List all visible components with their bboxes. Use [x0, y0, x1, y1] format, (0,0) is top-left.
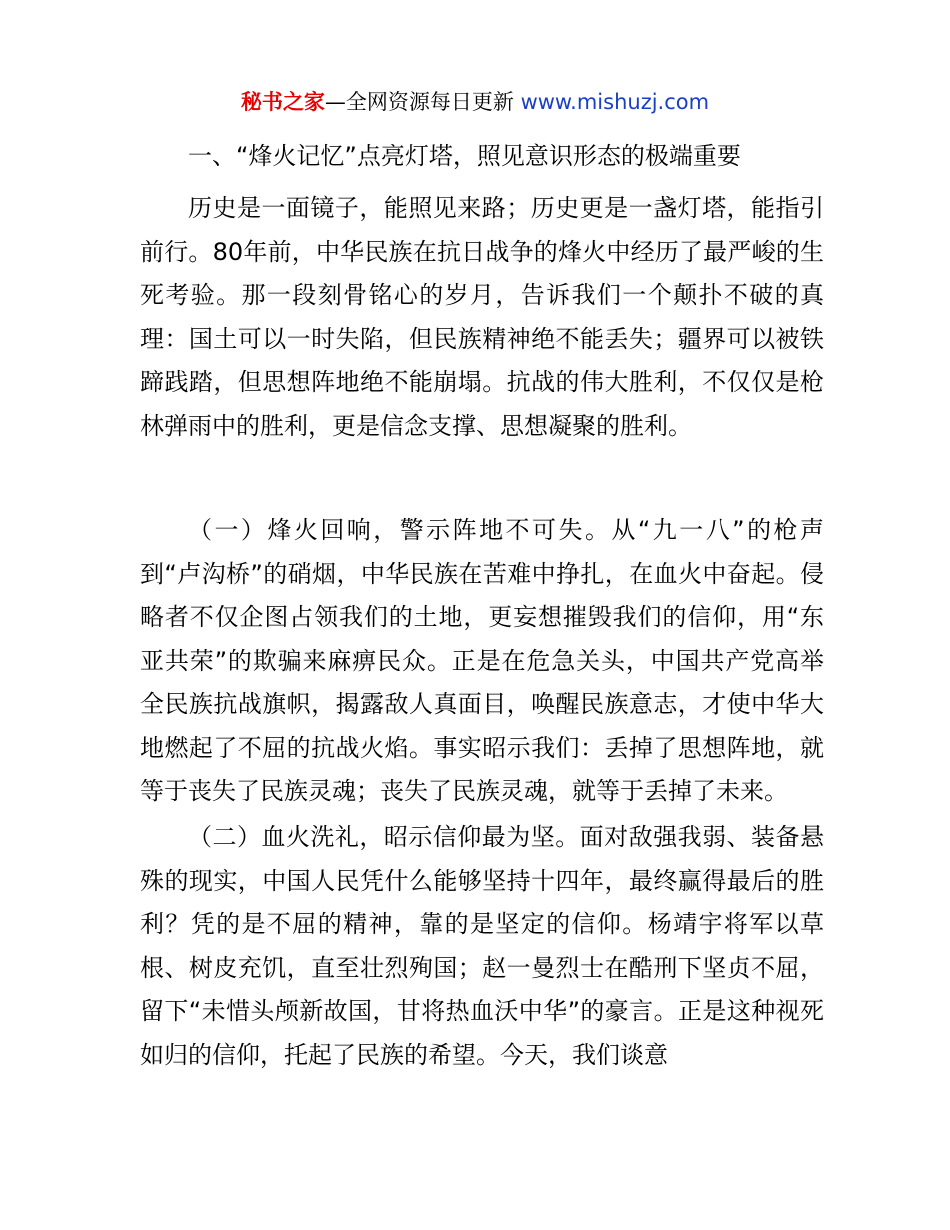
- paragraph-text: （二）血火洗礼，昭示信仰最为坚。面对敌强我弱、装备悬殊的现实，中国人民凭什么能够坚持十四年，最终赢得最后的胜利？凭的是不屈的精神，靠的是坚定的信仰。杨靖宇将军以草根、树皮充饥，直至壮烈殉国；赵一曼烈士在酷刑下坚贞不屈，留下“未惜头颅新故国，甘将热血沃中华”的豪言。正是这种视死如归的信仰，托起了民族的希望。今天，我们谈意: [140, 823, 824, 1069]
- site-header: [0, 86, 950, 118]
- paragraph-2: [140, 509, 824, 814]
- header-tagline: —全网资源每日更新: [324, 90, 521, 114]
- paragraph-3: [140, 816, 824, 1077]
- section-heading: 一、“烽火记忆”点亮灯塔，照见意识形态的极端重要: [188, 142, 741, 170]
- paragraph-text: （一）烽火回响，警示阵地不可失。从“九一八”的枪声到“卢沟桥”的硝烟，中华民族在苦难中挣扎，在血火中奋起。侵略者不仅企图占领我们的土地，更妄想摧毁我们的信仰，用“东亚共荣”的欺骗来麻痹民众。正是在危急关头，中国共产党高举全民族抗战旗帜，揭露敌人真面目，唤醒民族意志，才使中华大地燃起了不屈的抗战火焰。事实昭示我们：丢掉了思想阵地，就等于丧失了民族灵魂；丧失了民族灵魂，就等于丢掉了未来。: [140, 516, 824, 805]
- paragraph-1: [140, 187, 824, 448]
- brand-name: 秘书之家: [240, 90, 325, 114]
- paragraph-text: 历史是一面镜子，能照见来路；历史更是一盏灯塔，能指引前行。80年前，中华民族在抗日战争的烽火中经历了最严峻的生死考验。那一段刻骨铭心的岁月，告诉我们一个颠扑不破的真理：国土可以一时失陷，但民族精神绝不能丢失；疆界可以被铁蹄践踏，但思想阵地绝不能崩塌。抗战的伟大胜利，不仅仅是枪林弹雨中的胜利，更是信念支撑、思想凝聚的胜利。: [140, 194, 824, 440]
- site-url[interactable]: www.mishuzj.com: [520, 90, 710, 114]
